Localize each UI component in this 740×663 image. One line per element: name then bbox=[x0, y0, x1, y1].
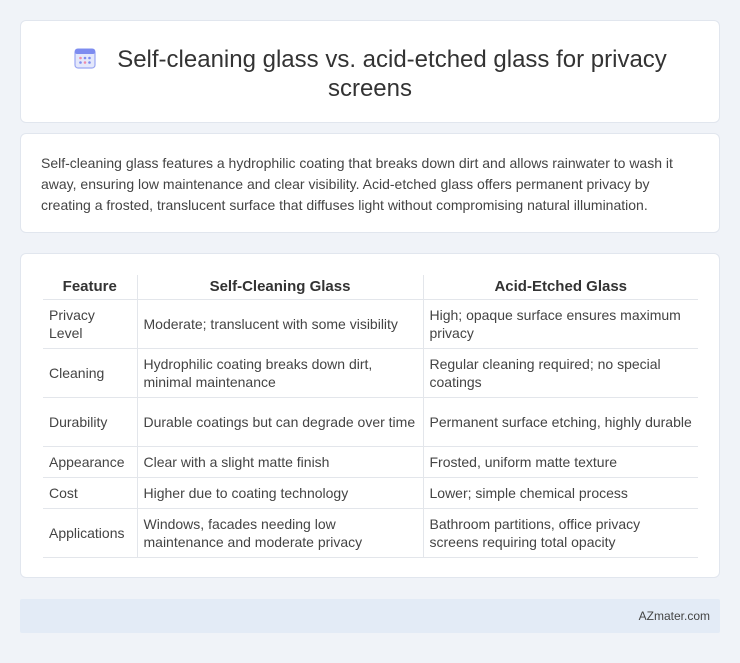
table-row bbox=[43, 299, 698, 348]
row-self-cleaning: Hydrophilic coating breaks down dirt, minimal maintenance bbox=[137, 348, 423, 397]
table-row bbox=[43, 508, 698, 557]
description-card bbox=[20, 133, 720, 233]
calendar-grid-icon bbox=[73, 46, 97, 70]
header-acid-etched: Acid-Etched Glass bbox=[423, 275, 698, 299]
row-feature: Privacy Level bbox=[43, 299, 137, 348]
comparison-table bbox=[43, 275, 698, 558]
table-row bbox=[43, 397, 698, 446]
row-feature: Durability bbox=[43, 397, 137, 446]
row-acid-etched: High; opaque surface ensures maximum privacy bbox=[423, 299, 698, 348]
table-header-row bbox=[43, 275, 698, 299]
row-self-cleaning: Higher due to coating technology bbox=[137, 477, 423, 508]
page-title: Self-cleaning glass vs. acid-etched glass for privacy screens bbox=[117, 46, 667, 102]
row-acid-etched: Permanent surface etching, highly durable bbox=[423, 397, 698, 446]
row-acid-etched: Frosted, uniform matte texture bbox=[423, 446, 698, 477]
row-acid-etched: Regular cleaning required; no special coatings bbox=[423, 348, 698, 397]
description-text: Self-cleaning glass features a hydrophilic coating that breaks down dirt and allows rainwater to wash it away, ensuring low maintenance and clear visibility. Acid-etched glass offers permanent privacy by creating a frosted, translucent surface that diffuses light without compromising natural illumination. bbox=[41, 155, 673, 213]
row-feature: Applications bbox=[43, 508, 137, 557]
header-self-cleaning: Self-Cleaning Glass bbox=[137, 275, 423, 299]
header-feature: Feature bbox=[43, 275, 137, 299]
row-feature: Appearance bbox=[43, 446, 137, 477]
row-acid-etched: Lower; simple chemical process bbox=[423, 477, 698, 508]
table-row bbox=[43, 477, 698, 508]
row-feature: Cost bbox=[43, 477, 137, 508]
page-title-block bbox=[21, 45, 719, 103]
footer-brand-link[interactable]: AZmater.com bbox=[638, 609, 710, 623]
table-row bbox=[43, 446, 698, 477]
row-self-cleaning: Moderate; translucent with some visibility bbox=[137, 299, 423, 348]
table-row bbox=[43, 348, 698, 397]
comparison-table-card bbox=[20, 253, 720, 578]
row-self-cleaning: Clear with a slight matte finish bbox=[137, 446, 423, 477]
footer-bar bbox=[20, 599, 720, 633]
title-card bbox=[20, 20, 720, 123]
row-acid-etched: Bathroom partitions, office privacy screens requiring total opacity bbox=[423, 508, 698, 557]
row-self-cleaning: Durable coatings but can degrade over time bbox=[137, 397, 423, 446]
row-feature: Cleaning bbox=[43, 348, 137, 397]
row-self-cleaning: Windows, facades needing low maintenance and moderate privacy bbox=[137, 508, 423, 557]
